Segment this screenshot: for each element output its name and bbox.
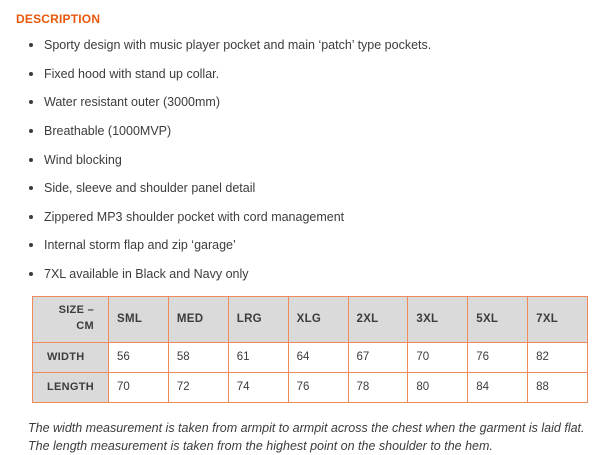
table-cell: 76 bbox=[468, 342, 528, 372]
list-item: Wind blocking bbox=[28, 153, 588, 169]
table-header-row bbox=[33, 296, 588, 342]
table-cell: 84 bbox=[468, 372, 528, 402]
table-cell: 70 bbox=[109, 372, 169, 402]
list-item: Breathable (1000MVP) bbox=[28, 124, 588, 140]
list-item: Sporty design with music player pocket and main ‘patch’ type pockets. bbox=[28, 38, 588, 54]
measurement-note: The width measurement is taken from armpit to armpit across the chest when the garment is laid flat. The length measurement is taken from the highest point on the shoulder to the hem. bbox=[28, 420, 585, 453]
list-item: Water resistant outer (3000mm) bbox=[28, 95, 588, 111]
size-chart-table bbox=[32, 296, 588, 403]
table-cell: 78 bbox=[348, 372, 408, 402]
table-cell: 64 bbox=[288, 342, 348, 372]
table-header bbox=[33, 296, 588, 342]
column-header-lrg: LRG bbox=[228, 296, 288, 342]
table-corner-label: SIZE – CM bbox=[33, 296, 109, 342]
row-header-width: WIDTH bbox=[33, 342, 109, 372]
row-header-length: LENGTH bbox=[33, 372, 109, 402]
table-cell: 76 bbox=[288, 372, 348, 402]
column-header-3xl: 3XL bbox=[408, 296, 468, 342]
table-cell: 70 bbox=[408, 342, 468, 372]
column-header-xlg: XLG bbox=[288, 296, 348, 342]
column-header-5xl: 5XL bbox=[468, 296, 528, 342]
list-item: Zippered MP3 shoulder pocket with cord management bbox=[28, 210, 588, 226]
list-item: Side, sleeve and shoulder panel detail bbox=[28, 181, 588, 197]
table-row bbox=[33, 372, 588, 402]
table-cell: 74 bbox=[228, 372, 288, 402]
table-cell: 56 bbox=[109, 342, 169, 372]
list-item: Internal storm flap and zip ‘garage’ bbox=[28, 238, 588, 254]
page-title: DESCRIPTION bbox=[16, 12, 101, 26]
table-cell: 80 bbox=[408, 372, 468, 402]
table-cell: 58 bbox=[168, 342, 228, 372]
table-cell: 88 bbox=[528, 372, 588, 402]
table-cell: 67 bbox=[348, 342, 408, 372]
column-header-2xl: 2XL bbox=[348, 296, 408, 342]
table-row bbox=[33, 342, 588, 372]
column-header-sml: SML bbox=[109, 296, 169, 342]
table-cell: 72 bbox=[168, 372, 228, 402]
list-item: Fixed hood with stand up collar. bbox=[28, 67, 588, 83]
column-header-med: MED bbox=[168, 296, 228, 342]
feature-list bbox=[14, 38, 588, 283]
column-header-7xl: 7XL bbox=[528, 296, 588, 342]
table-cell: 82 bbox=[528, 342, 588, 372]
list-item: 7XL available in Black and Navy only bbox=[28, 267, 588, 283]
table-cell: 61 bbox=[228, 342, 288, 372]
table-body bbox=[33, 342, 588, 402]
